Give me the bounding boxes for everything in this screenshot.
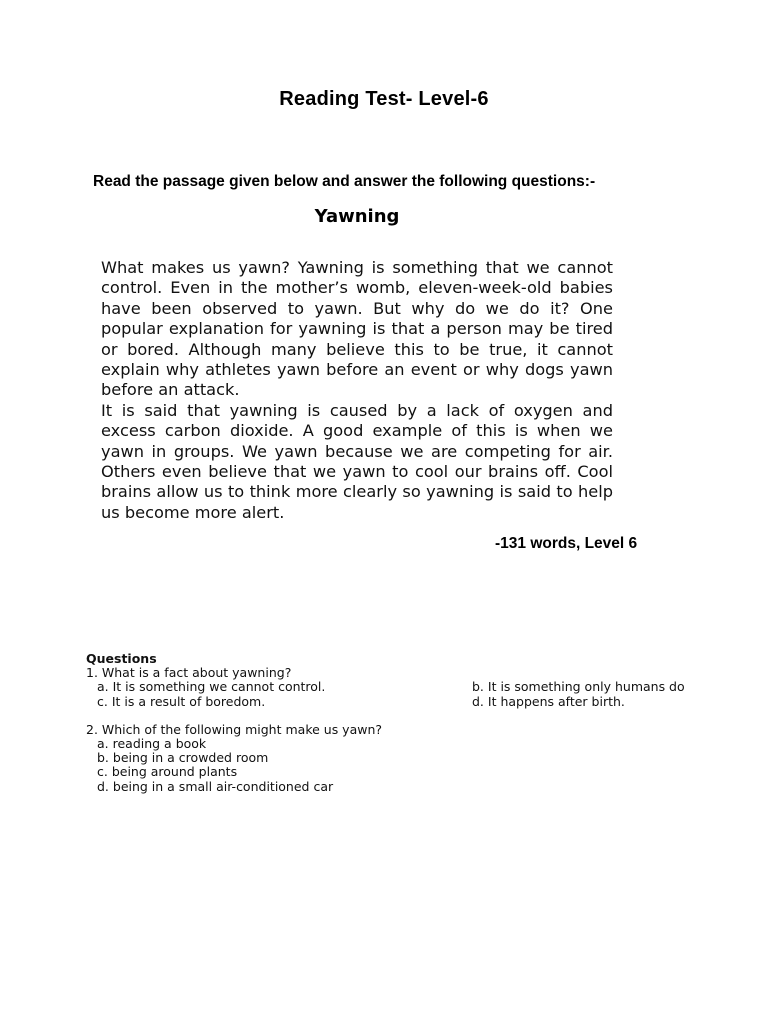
answer-option[interactable]: d. being in a small air-conditioned car [97, 778, 334, 794]
questions-heading: Questions [86, 651, 157, 666]
passage-paragraph: It is said that yawning is caused by a lack of oxygen and excess carbon dioxide. A good example of this is when we yawn in groups. We yawn because we are competing for air. Others even believe that we yawn to cool our brains off. Cool brains allow us to think more clearly so yawning is said to help us become more alert. [101, 400, 613, 522]
instruction-text: Read the passage given below and answer the following questions:- [93, 173, 596, 190]
question-text: 2. Which of the following might make us yawn? [86, 721, 383, 737]
question-options [86, 680, 726, 708]
passage-paragraph: What makes us yawn? Yawning is something that we cannot control. Even in the mother’s womb, eleven-week-old babies have been observed to yawn. But why do we do it? One popular explanation for yawning is that a person may be tired or bored. Although many believe this to be true, it cannot explain why athletes yawn before an event or why dogs yawn before an attack. [101, 258, 613, 400]
answer-option[interactable]: c. being around plants [97, 764, 238, 780]
question-text: 1. What is a fact about yawning? [86, 665, 292, 681]
answer-option[interactable]: a. It is something we cannot control. [97, 679, 326, 695]
questions-section [86, 652, 726, 794]
answer-option[interactable]: a. reading a book [97, 736, 207, 752]
passage-body [101, 258, 613, 523]
passage-title: Yawning [314, 206, 400, 227]
answer-option[interactable]: b. being in a crowded room [97, 750, 269, 766]
answer-option[interactable]: d. It happens after birth. [472, 693, 625, 709]
page-title: Reading Test- Level-6 [279, 88, 489, 110]
question-1 [86, 666, 726, 709]
word-count: -131 words, Level 6 [495, 535, 638, 552]
answer-option[interactable]: c. It is a result of boredom. [97, 693, 266, 709]
question-2 [86, 723, 726, 794]
answer-option[interactable]: b. It is something only humans do [472, 679, 685, 695]
